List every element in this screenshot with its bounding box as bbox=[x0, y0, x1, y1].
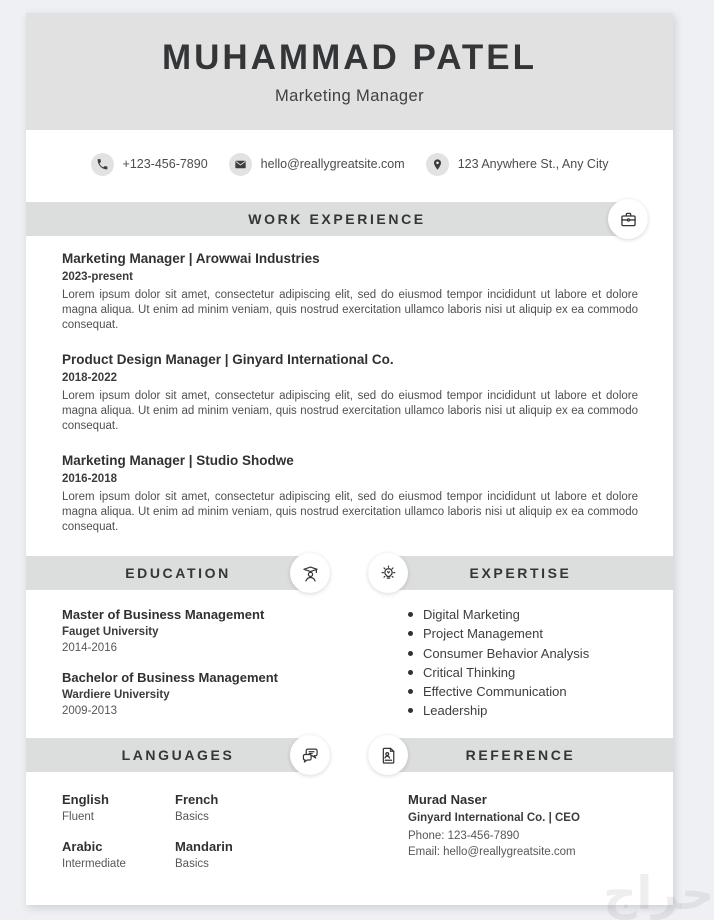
map-pin-icon bbox=[426, 153, 449, 176]
contact-phone bbox=[91, 153, 208, 176]
reference-column bbox=[368, 738, 673, 872]
language-name: Mandarin bbox=[175, 839, 233, 854]
section-banner-reference bbox=[368, 738, 673, 772]
expertise-list bbox=[368, 590, 673, 721]
work-experience-section bbox=[26, 236, 673, 535]
reference-heading: REFERENCE bbox=[465, 747, 576, 763]
reference-name: Murad Naser bbox=[408, 792, 487, 807]
contact-phone-label: +123-456-7890 bbox=[122, 157, 208, 171]
graduation-cap-icon bbox=[290, 553, 330, 593]
expertise-item: Effective Communication bbox=[408, 682, 673, 701]
section-banner-expertise bbox=[368, 556, 673, 590]
expertise-item: Consumer Behavior Analysis bbox=[408, 644, 673, 663]
language-level: Intermediate bbox=[62, 858, 126, 870]
work-entry-description: Lorem ipsum dolor sit amet, consectetur adipiscing elit, sed do eiusmod tempor incididunt ut labore et dolore magna aliqua. Ut enim ad minim veniam, quis nostrud exercitation ullamco laboris nisi ut aliquip ex ea commodo consequat. bbox=[62, 491, 638, 533]
section-banner-education bbox=[26, 556, 330, 590]
work-heading: WORK EXPERIENCE bbox=[248, 211, 426, 227]
education-school: Fauget University bbox=[62, 626, 159, 638]
language-name: English bbox=[62, 792, 109, 807]
reference-email: Email: hello@reallygreatsite.com bbox=[408, 845, 576, 858]
language-name: French bbox=[175, 792, 219, 807]
language-level: Fluent bbox=[62, 811, 94, 823]
language-level: Basics bbox=[175, 858, 209, 870]
contact-address-label: 123 Anywhere St., Any City bbox=[457, 157, 609, 171]
expertise-item: Leadership bbox=[408, 701, 673, 720]
education-school: Wardiere University bbox=[62, 689, 170, 701]
expertise-item: Digital Marketing bbox=[408, 605, 673, 624]
resume-page bbox=[26, 13, 673, 905]
education-entry bbox=[62, 606, 330, 656]
language-item bbox=[175, 791, 330, 825]
header-block bbox=[26, 13, 673, 130]
languages-reference-row bbox=[26, 738, 673, 872]
expertise-item: Project Management bbox=[408, 624, 673, 643]
document-person-icon bbox=[368, 735, 408, 775]
contact-email bbox=[229, 153, 405, 176]
contact-bar bbox=[26, 130, 673, 198]
expertise-column bbox=[368, 556, 673, 738]
section-banner-work bbox=[26, 202, 648, 236]
person-title: Marketing Manager bbox=[275, 86, 424, 105]
education-degree: Bachelor of Business Management bbox=[62, 670, 278, 685]
person-name: MUHAMMAD PATEL bbox=[161, 37, 538, 77]
chat-bubbles-icon bbox=[290, 735, 330, 775]
reference-position: Ginyard International Co. | CEO bbox=[408, 812, 580, 824]
education-heading: EDUCATION bbox=[125, 565, 231, 581]
education-period: 2014-2016 bbox=[62, 642, 117, 654]
reference-phone: Phone: 123-456-7890 bbox=[408, 830, 520, 842]
contact-email-label: hello@reallygreatsite.com bbox=[260, 157, 405, 171]
work-entry bbox=[62, 250, 638, 333]
language-item bbox=[62, 838, 175, 872]
language-item bbox=[62, 791, 175, 825]
lightbulb-icon bbox=[368, 553, 408, 593]
languages-column bbox=[26, 738, 330, 872]
education-period: 2009-2013 bbox=[62, 705, 117, 717]
language-item bbox=[175, 838, 330, 872]
work-entry-period: 2023-present bbox=[62, 271, 133, 283]
education-column bbox=[26, 556, 330, 738]
languages-heading: LANGUAGES bbox=[121, 747, 235, 763]
work-entry bbox=[62, 351, 638, 434]
work-entry-title: Product Design Manager | Ginyard International Co. bbox=[62, 352, 394, 367]
contact-address bbox=[426, 153, 609, 176]
education-entry bbox=[62, 669, 330, 719]
reference-section bbox=[368, 772, 673, 860]
languages-section bbox=[26, 772, 330, 872]
work-entry-period: 2016-2018 bbox=[62, 473, 117, 485]
work-entry-period: 2018-2022 bbox=[62, 372, 117, 384]
education-expertise-row bbox=[26, 556, 673, 738]
phone-icon bbox=[91, 153, 114, 176]
section-banner-languages bbox=[26, 738, 330, 772]
expertise-heading: EXPERTISE bbox=[469, 565, 572, 581]
education-section bbox=[26, 590, 330, 719]
envelope-icon bbox=[229, 153, 252, 176]
language-name: Arabic bbox=[62, 839, 103, 854]
education-degree: Master of Business Management bbox=[62, 607, 265, 622]
work-entry-description: Lorem ipsum dolor sit amet, consectetur adipiscing elit, sed do eiusmod tempor incididunt ut labore et dolore magna aliqua. Ut enim ad minim veniam, quis nostrud exercitation ullamco laboris nisi ut aliquip ex ea commodo consequat. bbox=[62, 289, 638, 331]
briefcase-icon bbox=[608, 199, 648, 239]
work-entry-description: Lorem ipsum dolor sit amet, consectetur adipiscing elit, sed do eiusmod tempor incididunt ut labore et dolore magna aliqua. Ut enim ad minim veniam, quis nostrud exercitation ullamco laboris nisi ut aliquip ex ea commodo consequat. bbox=[62, 390, 638, 432]
work-entry-title: Marketing Manager | Studio Shodwe bbox=[62, 453, 294, 468]
language-level: Basics bbox=[175, 811, 209, 823]
expertise-item: Critical Thinking bbox=[408, 663, 673, 682]
work-entry bbox=[62, 452, 638, 535]
work-entry-title: Marketing Manager | Arowwai Industries bbox=[62, 251, 320, 266]
